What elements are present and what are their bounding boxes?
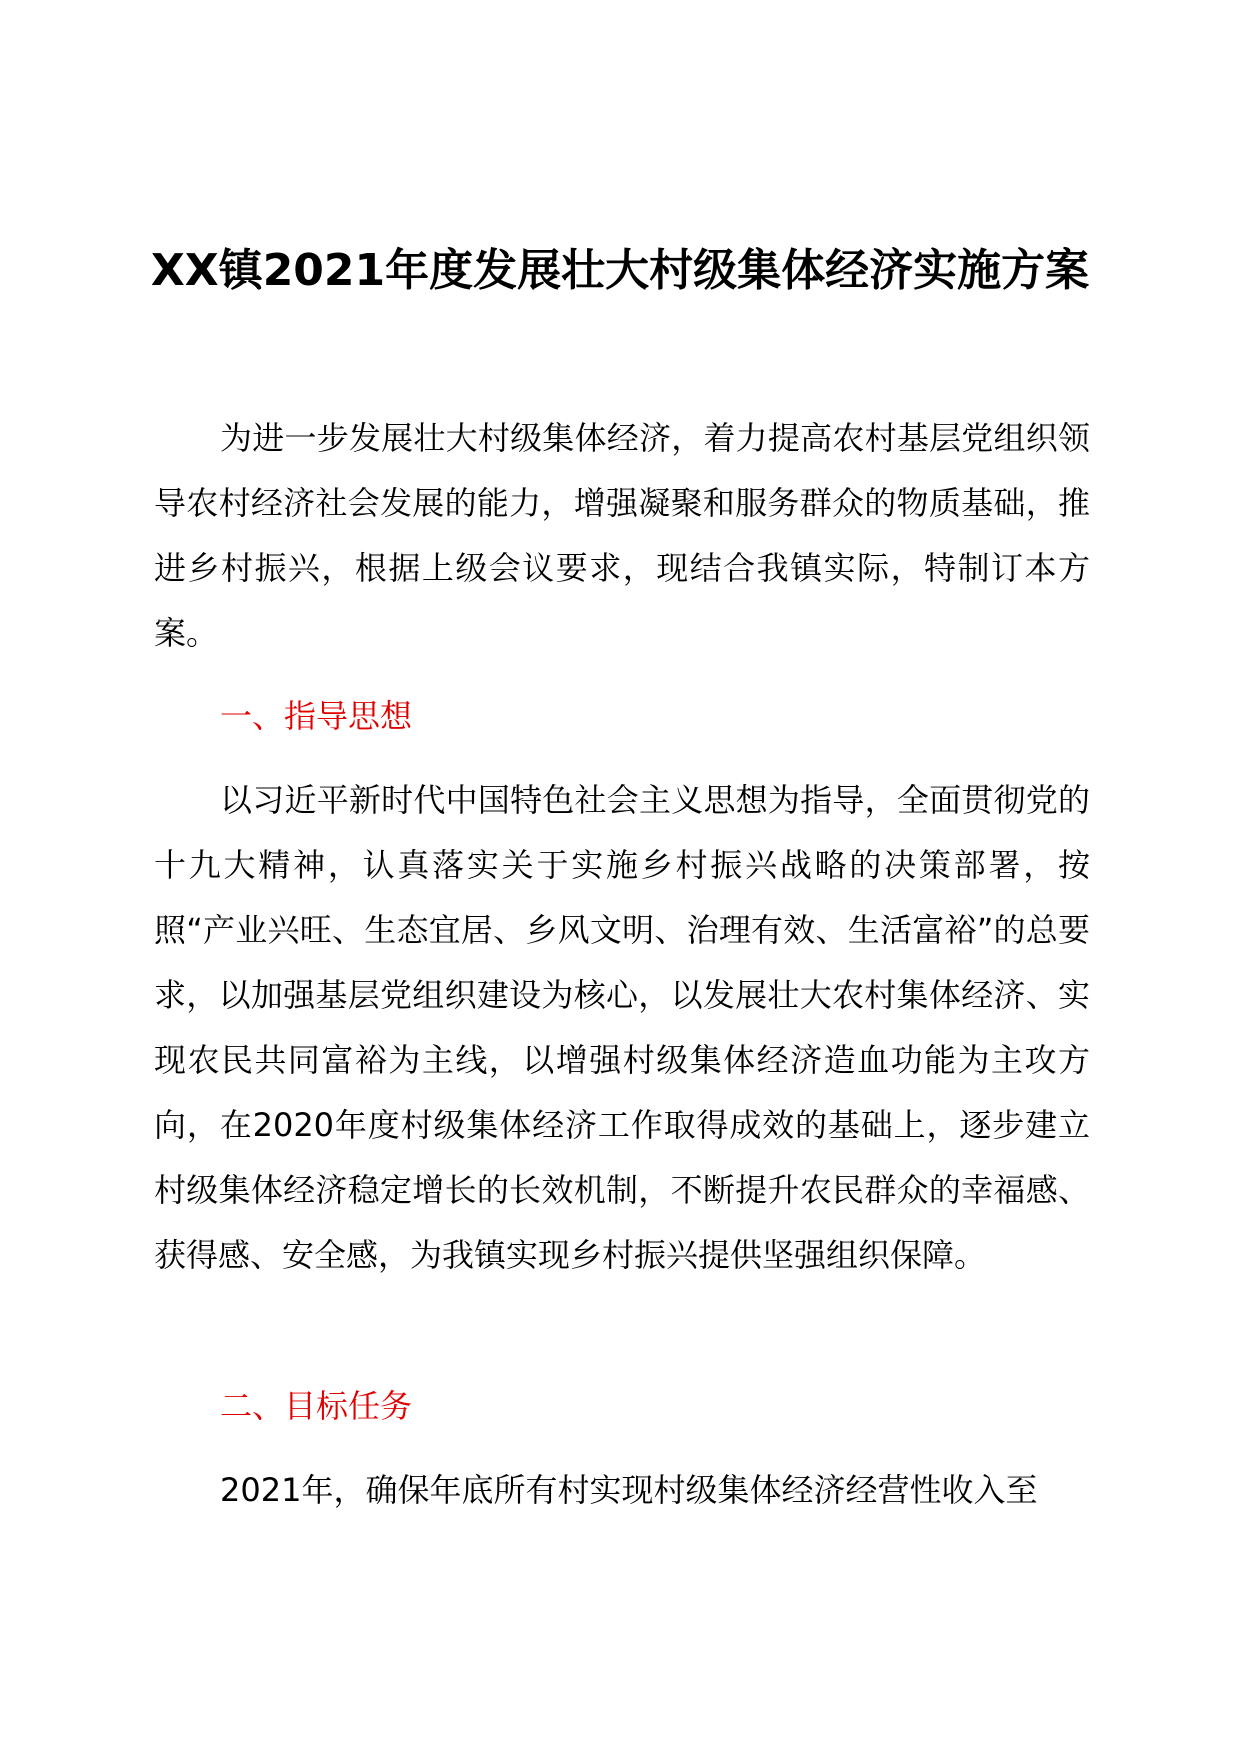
target-tasks-paragraph: 2021年，确保年底所有村实现村级集体经济经营性收入至 <box>220 1471 1038 1509</box>
section-heading-guiding-ideology: 一、指导思想 <box>220 697 413 735</box>
section-heading-target-tasks: 二、目标任务 <box>220 1387 413 1425</box>
document-title: XX镇2021年度发展壮大村级集体经济实施方案 <box>150 245 1090 296</box>
intro-paragraph: 为进一步发展壮大村级集体经济，着力提高农村基层党组织领导农村经济社会发展的能力，增强凝聚和服务群众的物质基础，推进乡村振兴，根据上级会议要求，现结合我镇实际，特制订本方案。 <box>154 419 1090 652</box>
guiding-ideology-paragraph: 以习近平新时代中国特色社会主义思想为指导，全面贯彻党的十九大精神，认真落实关于实施乡村振兴战略的决策部署，按照“产业兴旺、生态宜居、乡风文明、治理有效、生活富裕”的总要求，以加强基层党组织建设为核心，以发展壮大农村集体经济、实现农民共同富裕为主线，以增强村级集体经济造血功能为主攻方向，在2020年度村级集体经济工作取得成效的基础上，逐步建立村级集体经济稳定增长的长效机制，不断提升农民群众的幸福感、获得感、安全感，为我镇实现乡村振兴提供坚强组织保障。 <box>154 781 1090 1274</box>
